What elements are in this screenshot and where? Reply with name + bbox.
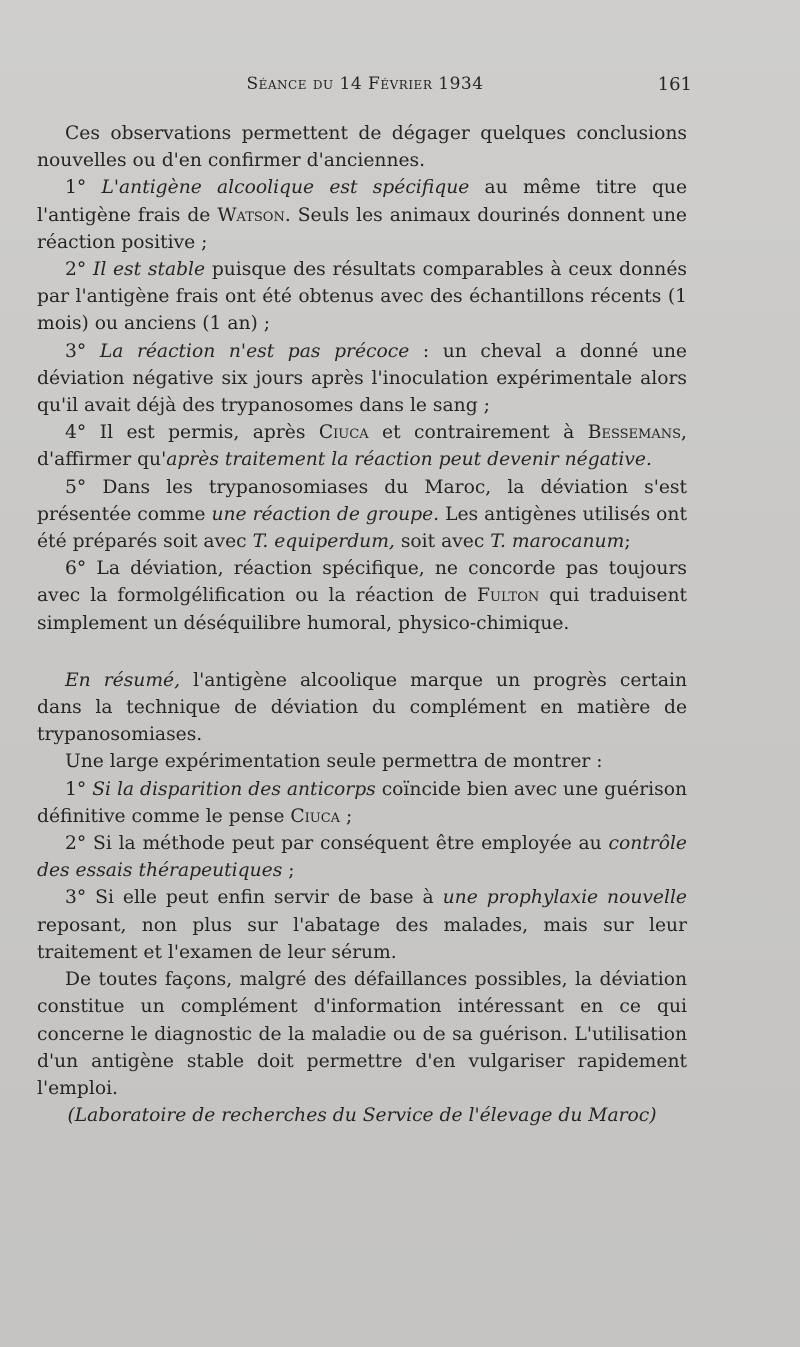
closing-paragraph: De toutes façons, malgré des défaillances possibles, la déviation constitue un complément d'information intéressant en ce qui concerne le diagnostic de la maladie ou de sa guérison. L'utilisation d'un antigène stable doit permettre d'en vulgariser rapidement l'emploi. [37, 969, 687, 1099]
laboratory-attribution: (Laboratoire de recherches du Service de l'élevage du Maroc) [67, 1105, 657, 1127]
page-header [40, 74, 690, 104]
running-title: Séance du 14 Février 1934 [246, 74, 484, 94]
paragraph-intro: Ces observations permettent de dégager quelques conclusions nouvelles ou d'en confirmer d'anciennes. [37, 123, 687, 172]
conclusion-1: 1° L'antigène alcoolique est spécifique au même titre que l'antigène frais de Watson. Seuls les animaux dourinés donnent une réaction positive ; [37, 177, 687, 253]
page-number: 161 [657, 74, 692, 95]
conclusion-6: 6° La déviation, réaction spécifique, ne concorde pas toujours avec la formolgélification ou la réaction de Fulton qui traduisent simplement un déséquilibre humoral, physico-chimique. [37, 558, 687, 634]
conclusion-2: 2° Il est stable puisque des résultats comparables à ceux donnés par l'antigène frais ont été obtenus avec des échantillons récents (1 mois) ou anciens (1 an) ; [37, 259, 687, 335]
experiment-point-2: 2° Si la méthode peut par conséquent être employée au contrôle des essais thérapeutiques ; [37, 833, 687, 882]
experiment-point-3: 3° Si elle peut enfin servir de base à une prophylaxie nouvelle reposant, non plus sur l'abatage des malades, mais sur leur traitement et l'examen de leur sérum. [37, 887, 687, 963]
conclusion-5: 5° Dans les trypanosomiases du Maroc, la déviation s'est présentée comme une réaction de groupe. Les antigènes utilisés ont été préparés soit avec T. equiperdum, soit avec T. marocanum; [37, 476, 687, 553]
paragraph-gap [37, 637, 687, 667]
conclusion-4: 4° Il est permis, après Ciuca et contrairement à Bessemans, d'affirmer qu'après traitement la réaction peut devenir négative. [37, 422, 687, 471]
conclusion-3: 3° La réaction n'est pas précoce : un cheval a donné une déviation négative six jours après l'inoculation expérimentale alors qu'il avait déjà des trypanosomes dans le sang ; [37, 340, 687, 417]
experiment-intro: Une large expérimentation seule permettra de montrer : [65, 751, 603, 773]
experiment-point-1: 1° Si la disparition des anticorps coïncide bien avec une guérison définitive comme le pense Ciuca ; [37, 778, 687, 827]
body-text [37, 120, 687, 1129]
summary-paragraph: En résumé, l'antigène alcoolique marque un progrès certain dans la technique de déviation du complément en matière de trypanosomiases. [37, 669, 687, 746]
